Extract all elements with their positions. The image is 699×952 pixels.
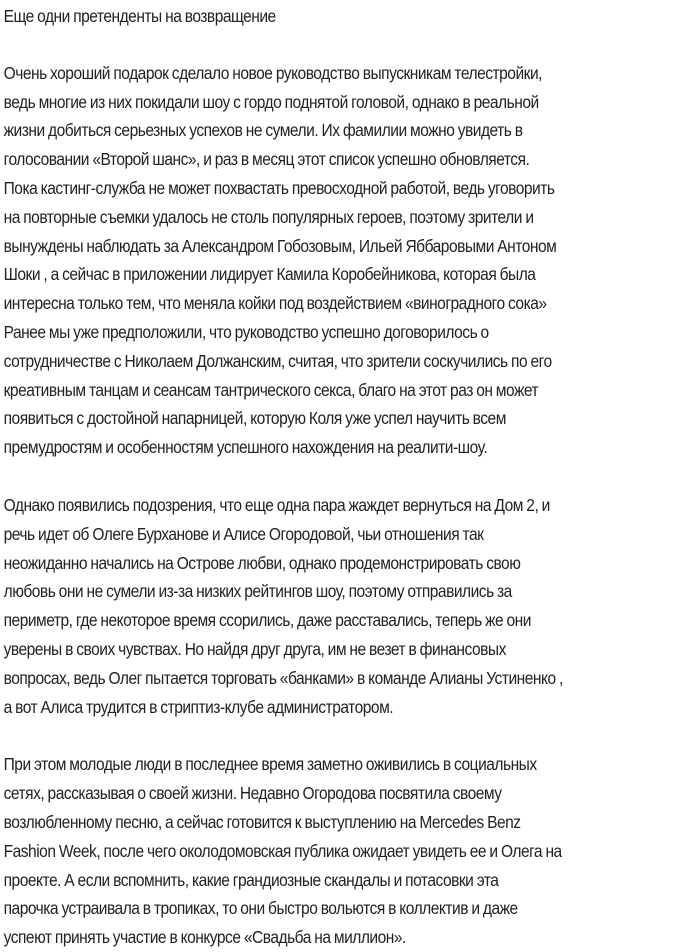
paragraph-line: Пока кастинг-служба не может похвастать превосходной работой, ведь уговорить — [3, 177, 555, 198]
article-paragraph-1 — [4, 59, 699, 462]
paragraph-line: а вот Алиса трудится в стриптиз-клубе администратором. — [3, 696, 394, 717]
article-paragraph-3 — [4, 750, 699, 952]
paragraph-line: любовь они не сумели из-за низких рейтингов шоу, поэтому отправились за — [3, 581, 512, 602]
paragraph-line: премудростям и особенностям успешного нахождения на реалити-шоу. — [3, 437, 488, 458]
paragraph-line: неожиданно начались на Острове любви, однако продемонстрировать свою — [3, 552, 521, 573]
paragraph-line: на повторные съемки удалось не столь популярных героев, поэтому зрители и — [3, 206, 534, 227]
paragraph-line: парочка устраивала в тропиках, то они быстро вольются в коллектив и даже — [3, 898, 518, 919]
paragraph-line: Шоки , а сейчас в приложении лидирует Камила Коробейникова, которая была — [3, 264, 536, 285]
paragraph-line: При этом молодые люди в последнее время заметно оживились в социальных — [3, 754, 537, 775]
paragraph-line: вынуждены наблюдать за Александром Гобозовым, Ильей Яббаровыми Антоном — [3, 235, 557, 256]
paragraph-line: возлюбленному песню, а сейчас готовится к выступлению на Mercedes Benz — [3, 811, 521, 832]
paragraph-line: Fashion Week, после чего околодомовская публика ожидает увидеть ее и Олега на — [3, 840, 562, 861]
paragraph-line: голосовании «Второй шанс», и раз в месяц этот список успешно обновляется. — [3, 149, 530, 170]
paragraph-line: интересна только тем, что меняла койки под воздействием «виноградного сока» — [3, 293, 547, 314]
paragraph-line: Однако появились подозрения, что еще одна пара жаждет вернуться на Дом 2, и — [3, 494, 550, 515]
paragraph-line: сетях, рассказывая о своей жизни. Недавно Огородова посвятила своему — [3, 783, 502, 804]
paragraph-line: периметр, где некоторое время ссорились, даже расставались, теперь же они — [3, 610, 531, 631]
paragraph-line: креативным танцам и сеансам тантрического секса, благо на этот раз он может — [3, 379, 539, 400]
paragraph-line: появиться с достойной напарницей, которую Коля уже успел научить всем — [3, 408, 506, 429]
paragraph-line: успеют принять участие в конкурсе «Свадьба на миллион». — [3, 927, 406, 948]
paragraph-line: ведь многие из них покидали шоу с гордо поднятой головой, однако в реальной — [3, 91, 539, 112]
paragraph-line: сотрудничестве с Николаем Должанским, считая, что зрители соскучились по его — [3, 350, 552, 371]
paragraph-line: речь идет об Олеге Бурханове и Алисе Огородовой, чьи отношения так — [3, 523, 484, 544]
paragraph-line: вопросах, ведь Олег пытается торговать «банками» в команде Алианы Устиненко , — [3, 667, 563, 688]
paragraph-line: проекте. А если вспомнить, какие грандиозные скандалы и потасовки эта — [3, 869, 499, 890]
paragraph-line: Ранее мы уже предположили, что руководство успешно договорилось о — [3, 321, 489, 342]
paragraph-line: жизни добиться серьезных успехов не сумели. Их фамилии можно увидеть в — [3, 120, 523, 141]
article-title: Еще одни претенденты на возвращение — [3, 6, 276, 26]
paragraph-line: уверены в своих чувствах. Но найдя друг друга, им не везет в финансовых — [3, 638, 506, 659]
article-paragraph-2 — [4, 491, 699, 721]
paragraph-line: Очень хороший подарок сделало новое руководство выпускникам телестройки, — [3, 62, 542, 83]
